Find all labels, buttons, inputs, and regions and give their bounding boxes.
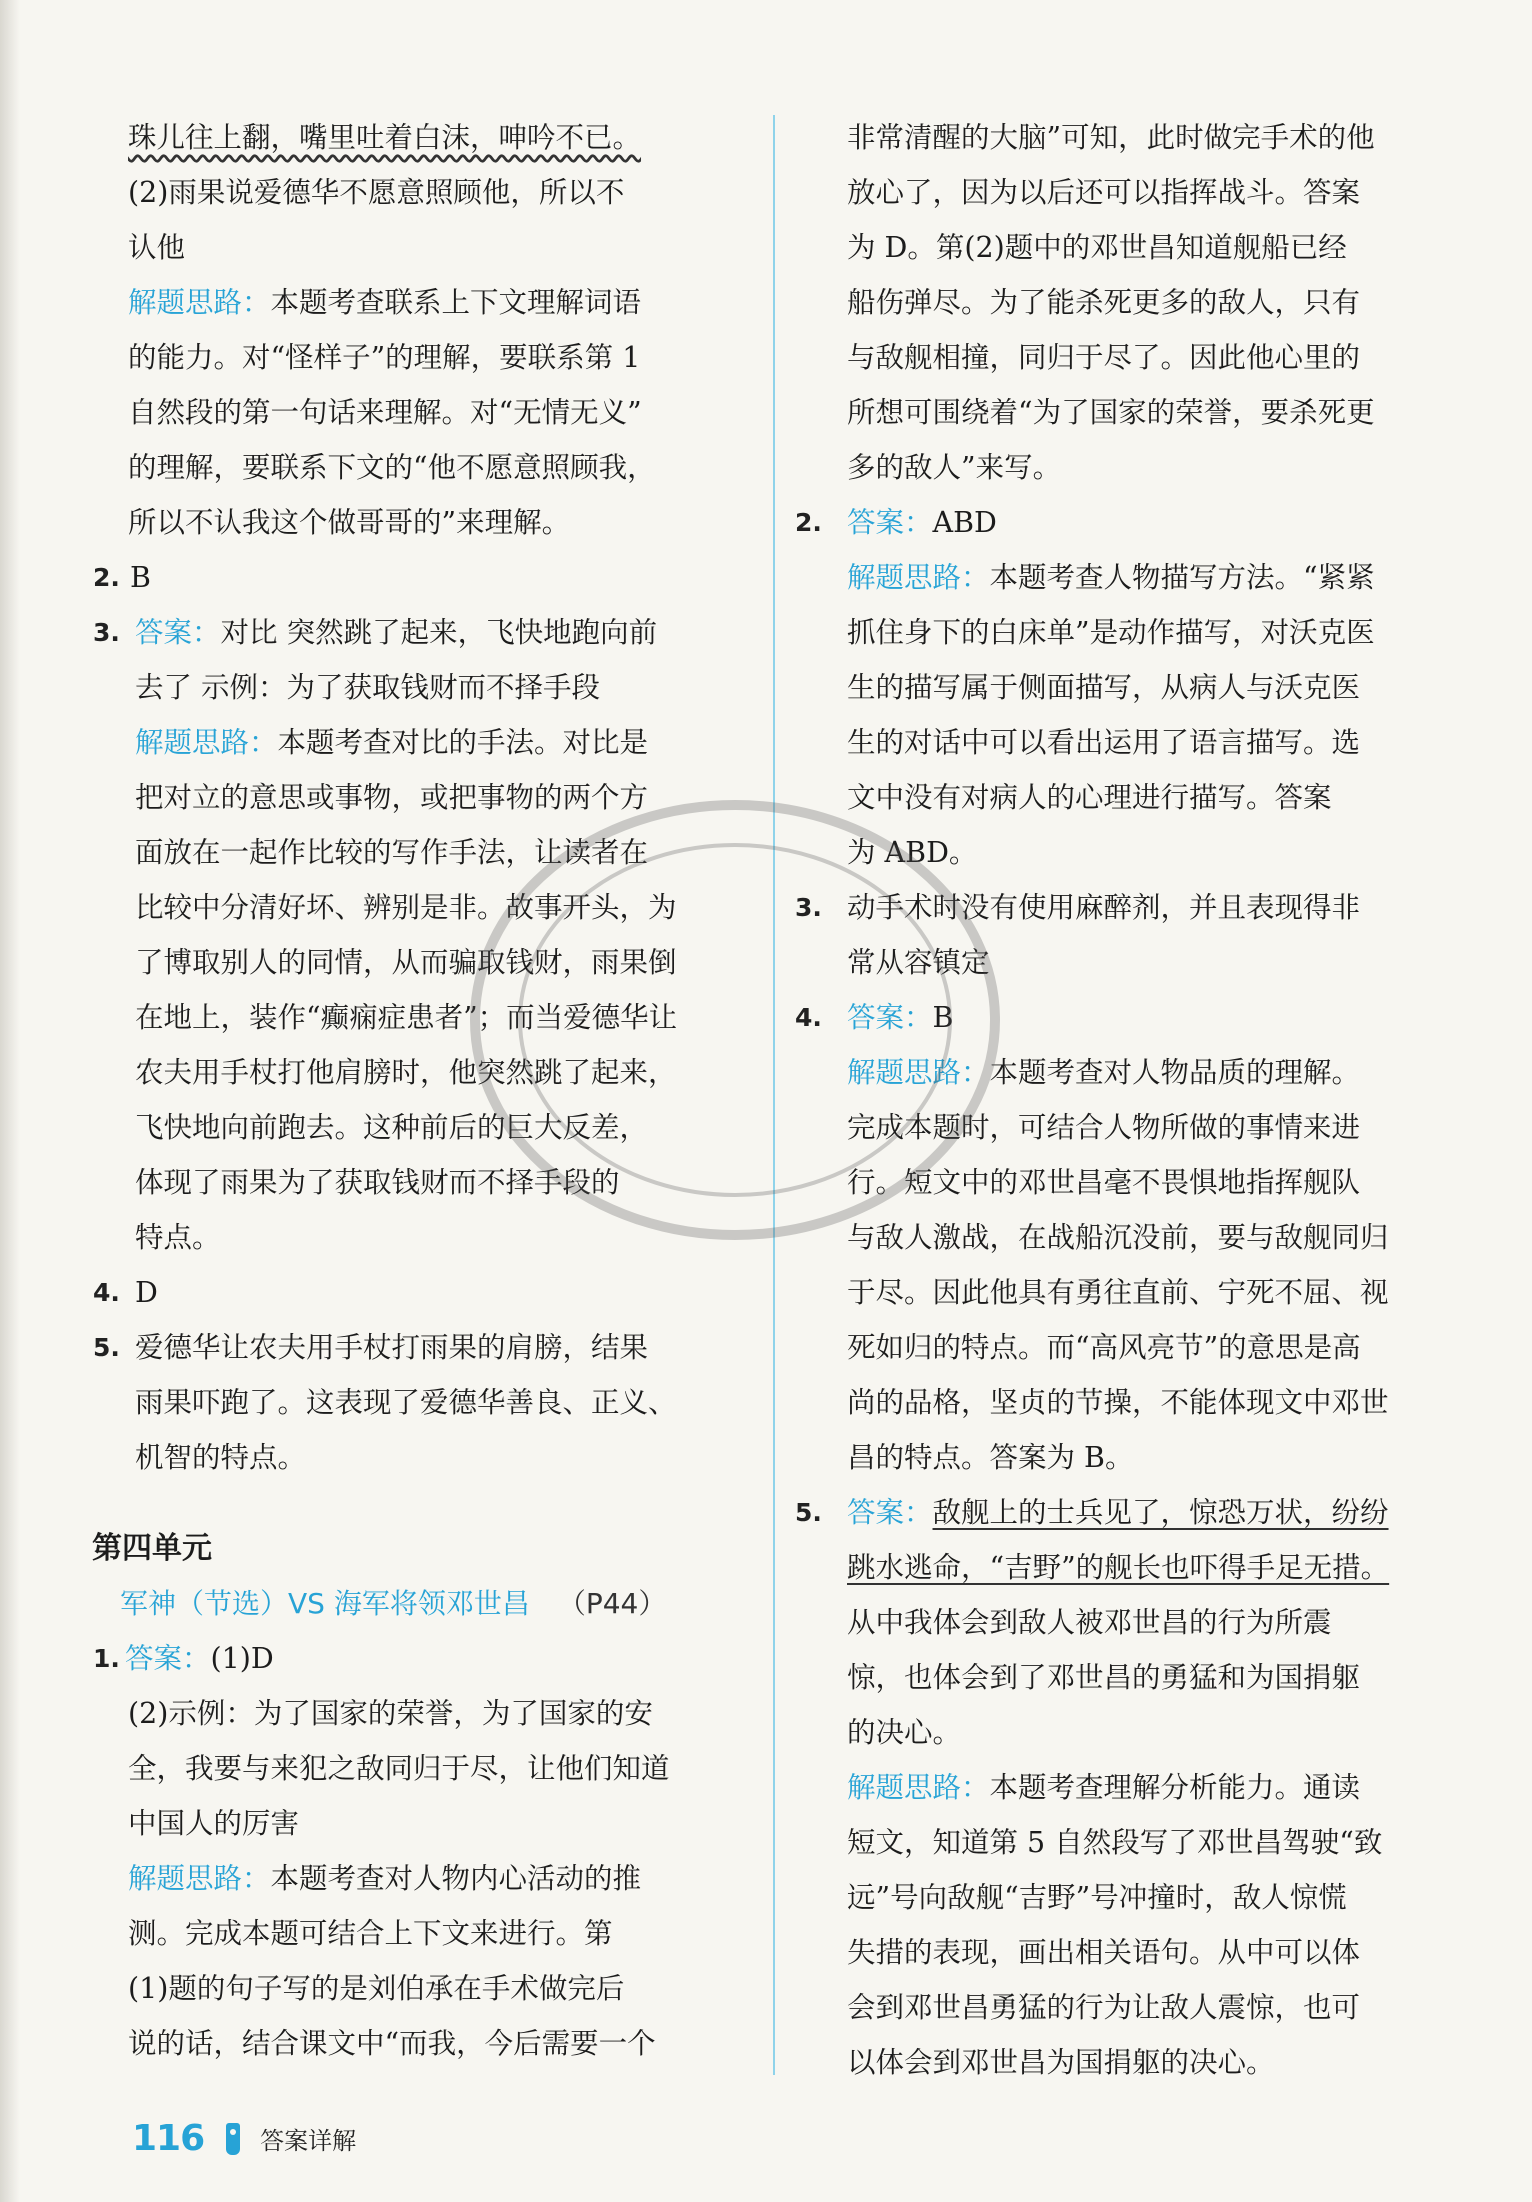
explanation-text: 在地上，装作“癫痫症患者”；而当爱德华让 (135, 1001, 678, 1034)
solution-label: 解题思路： (128, 1862, 271, 1895)
answer-text: 对比 突然跳了起来，飞快地跑向前 (220, 616, 658, 649)
question-number: 4. (93, 1278, 120, 1307)
question-number: 1. (93, 1644, 120, 1673)
answer-text: ABD (932, 506, 997, 539)
answer-text: 爱德华让农夫用手杖打雨果的肩膀，结果 (135, 1331, 649, 1364)
answer-text: 珠儿往上翻，嘴里吐着白沫，呻吟不已。 (128, 121, 642, 154)
question-number: 3. (795, 893, 822, 922)
explanation-text: 生的描写属于侧面描写，从病人与沃克医 (847, 671, 1361, 704)
explanation-text: 的能力。对“怪样子”的理解，要联系第 1 (128, 341, 641, 374)
explanation-text: 本题考查对比的手法。对比是 (277, 726, 649, 759)
explanation-text: 尚的品格，坚贞的节操，不能体现文中邓世 (847, 1386, 1389, 1419)
answer-text: 认他 (128, 231, 186, 264)
explanation-text: 飞快地向前跑去。这种前后的巨大反差， (135, 1111, 649, 1144)
answer-label: 答案： (847, 1496, 933, 1529)
lesson-page-ref: （P44） (557, 1587, 667, 1620)
explanation-text: 失措的表现，画出相关语句。从中可以体 (847, 1936, 1361, 1969)
answer-text: 全，我要与来犯之敌同归于尽，让他们知道 (128, 1752, 670, 1785)
answer-text: 机智的特点。 (135, 1441, 307, 1474)
answer-text: 中国人的厉害 (128, 1807, 300, 1840)
watermark-stamp (455, 780, 1015, 1260)
solution-label: 解题思路： (135, 726, 278, 759)
explanation-text: 抓住身下的白床单”是动作描写，对沃克医 (847, 616, 1375, 649)
explanation-text: 船伤弹尽。为了能杀死更多的敌人，只有 (847, 286, 1361, 319)
explanation-text: 本题考查对人物品质的理解。 (989, 1056, 1361, 1089)
explanation-text: 于尽。因此他具有勇往直前、宁死不屈、视 (847, 1276, 1389, 1309)
explanation-text: 短文，知道第 5 自然段写了邓世昌驾驶“致 (847, 1826, 1383, 1859)
answer-text: (1)D (210, 1642, 274, 1675)
answer-label: 答案： (125, 1642, 211, 1675)
explanation-text: 与敌舰相撞，同归于尽了。因此他心里的 (847, 341, 1361, 374)
explanation-text: 会到邓世昌勇猛的行为让敌人震惊，也可 (847, 1991, 1361, 2024)
footer-label: 答案详解 (260, 2127, 357, 2155)
answer-text: 从中我体会到敌人被邓世昌的行为所震 (847, 1606, 1332, 1639)
explanation-text: 本题考查对人物内心活动的推 (270, 1862, 642, 1895)
explanation-text: 自然段的第一句话来理解。对“无情无义” (128, 396, 642, 429)
answer-text: B (932, 1001, 954, 1034)
answer-text: 动手术时没有使用麻醉剂，并且表现得非 (847, 891, 1361, 924)
explanation-text: 说的话，结合课文中“而我，今后需要一个 (128, 2027, 656, 2060)
question-number: 5. (795, 1498, 822, 1527)
answer-label: 答案： (847, 506, 933, 539)
answer-text: 常从容镇定 (847, 946, 990, 979)
solution-label: 解题思路： (847, 1771, 990, 1804)
explanation-text: 比较中分清好坏、辨别是非。故事开头，为 (135, 891, 677, 924)
explanation-text: 死如归的特点。而“高风亮节”的意思是高 (847, 1331, 1361, 1364)
question-number: 5. (93, 1333, 120, 1362)
question-number: 2. (795, 508, 822, 537)
explanation-text: 为 ABD。 (847, 836, 978, 869)
answer-text: 敌舰上的士兵见了，惊恐万状，纷纷 (932, 1496, 1389, 1529)
lesson-title (120, 1587, 666, 1620)
page-number: 116 (132, 2118, 205, 2159)
question-number: 4. (795, 1003, 822, 1032)
bookmark-icon (226, 2123, 240, 2155)
unit-title: 第四单元 (92, 1531, 212, 1566)
explanation-text: 文中没有对病人的心理进行描写。答案 (847, 781, 1332, 814)
answer-text: D (135, 1276, 158, 1309)
explanation-text: 多的敌人”来写。 (847, 451, 1062, 484)
explanation-text: 与敌人激战，在战船沉没前，要与敌舰同归 (847, 1221, 1389, 1254)
explanation-text: 了博取别人的同情，从而骗取钱财，雨果倒 (135, 946, 677, 979)
explanation-text: 本题考查联系上下文理解词语 (270, 286, 642, 319)
lesson-title-text: 军神（节选）VS 海军将领邓世昌 (120, 1587, 530, 1620)
explanation-text: 所以不认我这个做哥哥的”来理解。 (128, 506, 571, 539)
explanation-text: (1)题的句子写的是刘伯承在手术做完后 (128, 1972, 625, 2005)
answer-text: 去了 示例：为了获取钱财而不择手段 (135, 671, 601, 704)
page-edge-shadow (0, 0, 20, 2202)
explanation-text: 非常清醒的大脑”可知，此时做完手术的他 (847, 121, 1375, 154)
explanation-text: 以体会到邓世昌为国捐躯的决心。 (847, 2046, 1275, 2079)
answer-text: 的决心。 (847, 1716, 962, 1749)
page-footer (132, 2118, 356, 2159)
explanation-text: 本题考查理解分析能力。通读 (989, 1771, 1361, 1804)
answer-text: (2)示例：为了国家的荣誉，为了国家的安 (128, 1697, 653, 1730)
solution-label: 解题思路： (128, 286, 271, 319)
explanation-text: 农夫用手杖打他肩膀时，他突然跳了起来， (135, 1056, 677, 1089)
explanation-text: 本题考查人物描写方法。“紧紧 (989, 561, 1375, 594)
answer-text: (2)雨果说爱德华不愿意照顾他，所以不 (128, 176, 625, 209)
explanation-text: 把对立的意思或事物，或把事物的两个方 (135, 781, 649, 814)
solution-label: 解题思路： (847, 1056, 990, 1089)
answer-text: B (130, 561, 151, 594)
explanation-text: 面放在一起作比较的写作手法，让读者在 (135, 836, 649, 869)
explanation-text: 行。短文中的邓世昌毫不畏惧地指挥舰队 (847, 1166, 1361, 1199)
solution-label: 解题思路： (847, 561, 990, 594)
explanation-text: 生的对话中可以看出运用了语言描写。选 (847, 726, 1361, 759)
explanation-text: 特点。 (135, 1221, 221, 1254)
answer-label: 答案： (135, 616, 221, 649)
explanation-text: 为 D。第(2)题中的邓世昌知道舰船已经 (847, 231, 1347, 264)
explanation-text: 完成本题时，可结合人物所做的事情来进 (847, 1111, 1361, 1144)
explanation-text: 昌的特点。答案为 B。 (847, 1441, 1134, 1474)
answer-text: 跳水逃命，“吉野”的舰长也吓得手足无措。 (847, 1551, 1390, 1584)
explanation-text: 体现了雨果为了获取钱财而不择手段的 (135, 1166, 620, 1199)
explanation-text: 测。完成本题可结合上下文来进行。第 (128, 1917, 613, 1950)
answer-text: 雨果吓跑了。这表现了爱德华善良、正义、 (135, 1386, 677, 1419)
question-number: 3. (93, 618, 120, 647)
answer-label: 答案： (847, 1001, 933, 1034)
answer-text: 惊，也体会到了邓世昌的勇猛和为国捐躯 (847, 1661, 1361, 1694)
explanation-text: 的理解，要联系下文的“他不愿意照顾我， (128, 451, 656, 484)
explanation-text: 远”号向敌舰“吉野”号冲撞时，敌人惊慌 (847, 1881, 1347, 1914)
explanation-text: 所想可围绕着“为了国家的荣誉，要杀死更 (847, 396, 1375, 429)
explanation-text: 放心了，因为以后还可以指挥战斗。答案 (847, 176, 1361, 209)
question-number: 2. (93, 563, 120, 592)
